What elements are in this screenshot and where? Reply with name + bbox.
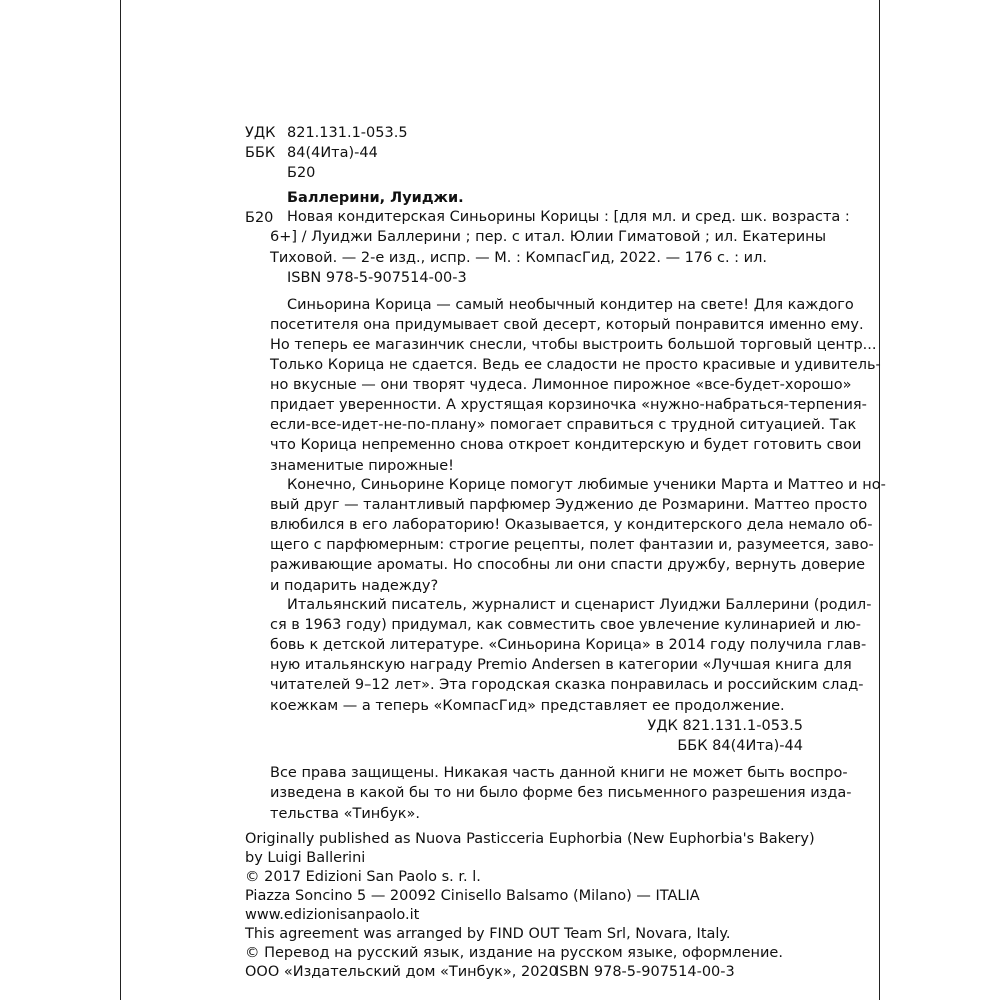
annotation-line: Итальянский писатель, журналист и сценарист Луиджи Баллерини (родил-	[287, 597, 872, 613]
description-line-1: Новая кондитерская Синьорины Корицы : [для мл. и сред. шк. возраста :	[287, 209, 850, 225]
annotation-line: Только Корица не сдается. Ведь ее сладости не просто красивые и удивитель-	[270, 357, 881, 373]
annotation-line: но вкусные — они творят чудеса. Лимонное пирожное «все-будет-хорошо»	[270, 377, 852, 393]
annotation-line: придает уверенности. А хрустящая корзиночка «нужно-набраться-терпения-	[270, 397, 867, 413]
annotation-line: щего с парфюмерным: строгие рецепты, полет фантазии и, разумеется, заво-	[270, 537, 874, 553]
bbk-repeat: ББК 84(4Ита)-44	[677, 738, 803, 754]
annotation-line: бовь к детской литературе. «Синьорина Корица» в 2014 году получила глав-	[270, 637, 867, 653]
copyright-line: ООО «Издательский дом «Тинбук», 2020	[245, 964, 558, 980]
annotation-line: Но теперь ее магазинчик снесли, чтобы выстроить большой торговый центр...	[270, 337, 877, 353]
udk-label: УДК	[245, 125, 276, 141]
copyright-line: Originally published as Nuova Pasticceria Euphorbia (New Euphorbia's Bakery)	[245, 831, 815, 847]
annotation-line: ную итальянскую награду Premio Andersen в категории «Лучшая книга для	[270, 657, 852, 673]
copyright-line: Piazza Soncino 5 — 20092 Cinisello Balsamo (Milano) — ITALIA	[245, 888, 700, 904]
website-line: www.edizionisanpaolo.it	[245, 907, 420, 923]
rights-line: тельства «Тинбук».	[270, 806, 421, 822]
entry-isbn: ISBN 978-5-907514-00-3	[287, 270, 467, 286]
udk-value: 821.131.1-053.5	[287, 125, 408, 141]
annotation-line: ся в 1963 году) придумал, как совместить свое увлечение кулинарией и лю-	[270, 617, 861, 633]
description-line-3: Тиховой. — 2-е изд., испр. — М. : КомпасГид, 2022. — 176 с. : ил.	[270, 250, 767, 266]
entry-mark: Б20	[245, 210, 274, 226]
annotation-line: коежкам — а теперь «КомпасГид» представляет ее продолжение.	[270, 698, 785, 714]
annotation-line: раживающие ароматы. Но способны ли они спасти дружбу, вернуть доверие	[270, 557, 866, 573]
annotation-line: Синьорина Корица — самый необычный кондитер на свете! Для каждого	[287, 297, 854, 313]
author-heading: Баллерини, Луиджи.	[287, 190, 464, 206]
annotation-line: влюбился в его лабораторию! Оказывается, у кондитерского дела немало об-	[270, 517, 873, 533]
footer-isbn: ISBN 978-5-907514-00-3	[555, 964, 735, 980]
copyright-line: This agreement was arranged by FIND OUT Team Srl, Novara, Italy.	[245, 926, 731, 942]
bbk-value: 84(4Ита)-44	[287, 145, 378, 161]
annotation-line: что Корица непременно снова откроет кондитерскую и будет готовить свои	[270, 437, 862, 453]
description-line-2: 6+] / Луиджи Баллерини ; пер. с итал. Юлии Гиматовой ; ил. Екатерины	[270, 229, 827, 245]
rights-line: Все права защищены. Никакая часть данной книги не может быть воспро-	[270, 765, 848, 781]
annotation-line: если-все-идет-не-по-плану» помогает справиться с трудной ситуацией. Так	[270, 417, 857, 433]
copyright-line: © Перевод на русский язык, издание на русском языке, оформление.	[245, 945, 783, 961]
annotation-line: Конечно, Синьорине Корице помогут любимые ученики Марта и Маттео и но-	[287, 477, 886, 493]
copyright-line: © 2017 Edizioni San Paolo s. r. l.	[245, 869, 481, 885]
rights-line: изведена в какой бы то ни было форме без письменного разрешения изда-	[270, 785, 852, 801]
author-mark: Б20	[287, 165, 316, 181]
bbk-label: ББК	[245, 145, 276, 161]
udk-repeat: УДК 821.131.1-053.5	[647, 718, 803, 734]
annotation-line: знаменитые пирожные!	[270, 458, 454, 474]
annotation-line: посетителя она придумывает свой десерт, который понравится именно ему.	[270, 317, 864, 333]
annotation-line: вый друг — талантливый парфюмер Эудженио де Розмарини. Маттео просто	[270, 497, 868, 513]
copyright-line: by Luigi Ballerini	[245, 850, 366, 866]
annotation-line: и подарить надежду?	[270, 578, 439, 594]
annotation-line: читателей 9–12 лет». Эта городская сказка понравилась и российским слад-	[270, 677, 864, 693]
